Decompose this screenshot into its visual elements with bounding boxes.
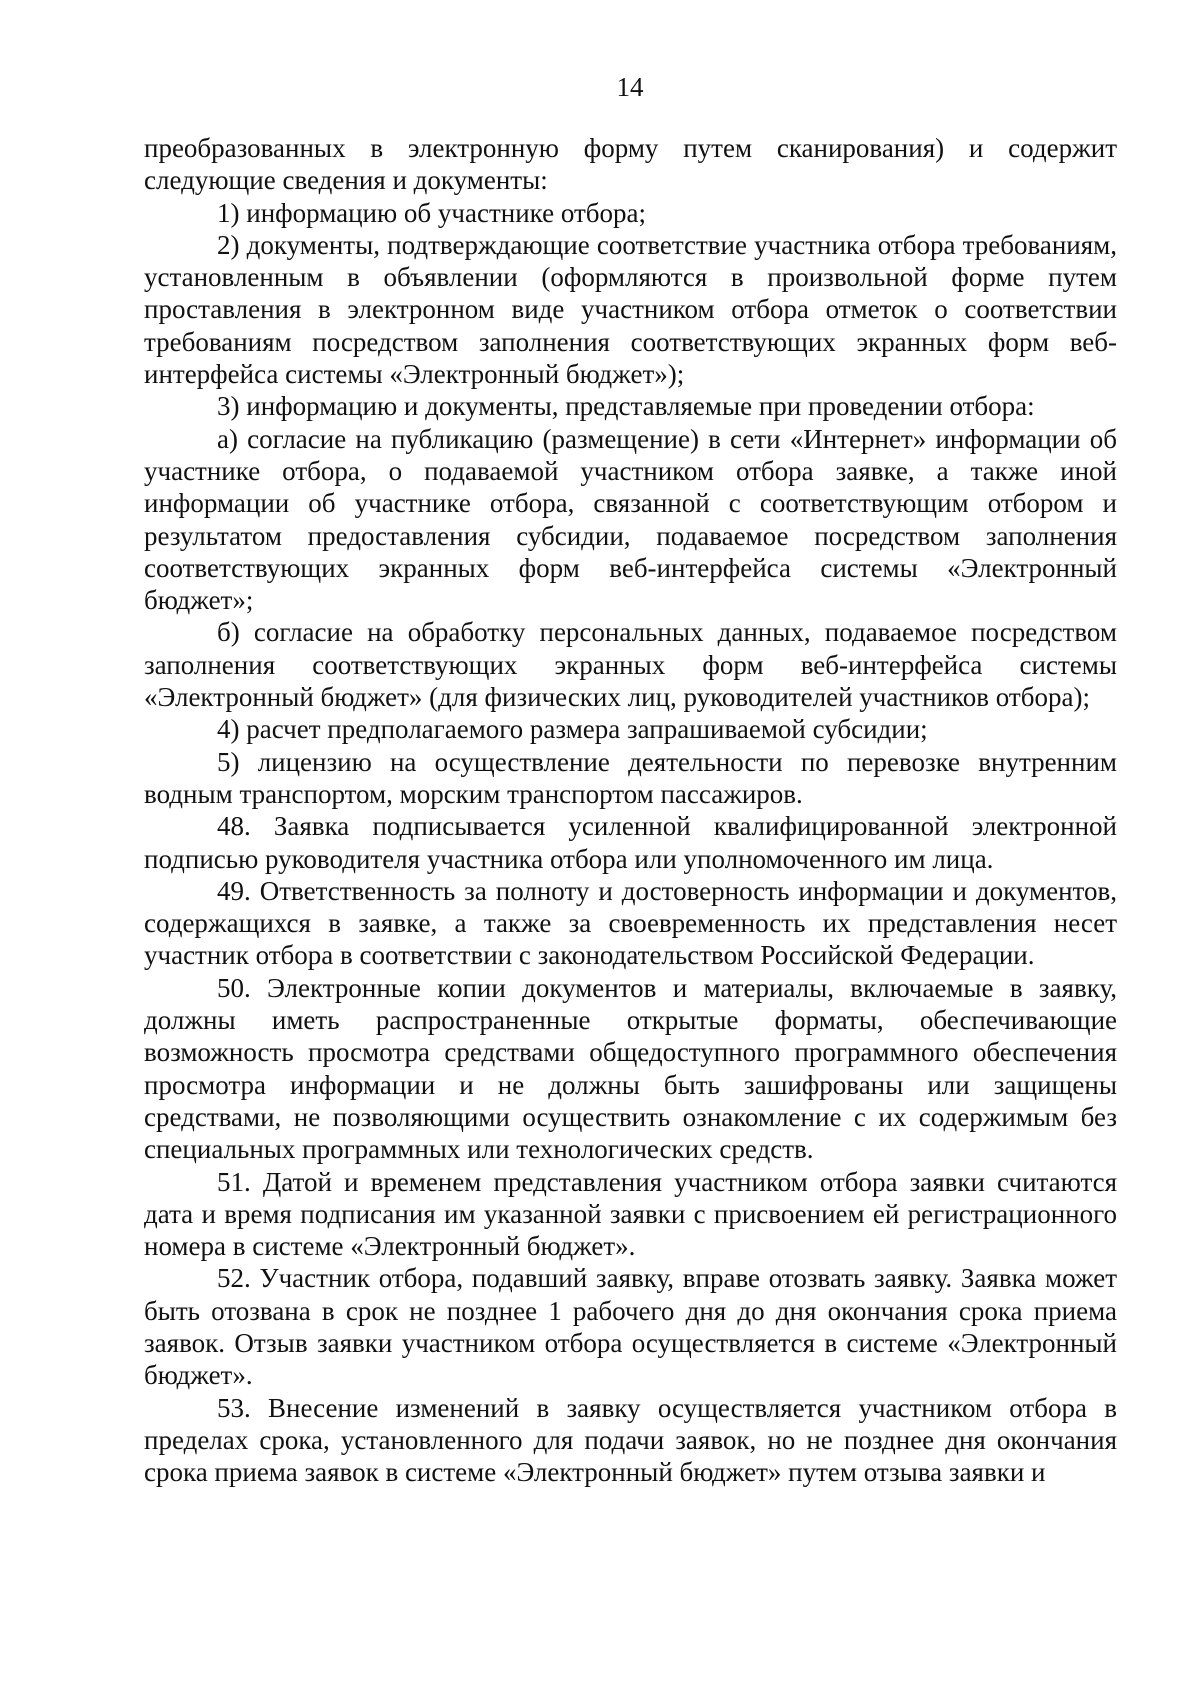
paragraph-subitem-b: б) согласие на обработку персональных данных, подаваемое посредством заполнения соответствующих экранных форм веб-интерфейса системы «Электронный бюджет» (для физических лиц, руководителей участников отбора);: [144, 617, 1117, 713]
paragraph-continuation: преобразованных в электронную форму путем сканирования) и содержит следующие сведения и документы:: [144, 133, 1117, 196]
paragraph-52: 52. Участник отбора, подавший заявку, вправе отозвать заявку. Заявка может быть отозвана в срок не позднее 1 рабочего дня до дня окончания срока приема заявок. Отзыв заявки участником отбора осуществляется в системе «Электронный бюджет».: [144, 1263, 1117, 1391]
paragraph-48: 48. Заявка подписывается усиленной квалифицированной электронной подписью руководителя участника отбора или уполномоченного им лица.: [144, 811, 1117, 874]
document-body: [144, 132, 1117, 1488]
paragraph-item-2: 2) документы, подтверждающие соответствие участника отбора требованиям, установленным в объявлении (оформляются в произвольной форме путем проставления в электронном виде участником отбора отметок о соответствии требованиям посредством заполнения соответствующих экранных форм веб-интерфейса системы «Электронный бюджет»);: [144, 229, 1117, 390]
page-number: 14: [616, 72, 644, 102]
paragraph-51: 51. Датой и временем представления участником отбора заявки считаются дата и время подписания им указанной заявки с присвоением ей регистрационного номера в системе «Электронный бюджет».: [144, 1166, 1117, 1262]
paragraph-50: 50. Электронные копии документов и материалы, включаемые в заявку, должны иметь распространенные открытые форматы, обеспечивающие возможность просмотра средствами общедоступного программного обеспечения просмотра информации и не должны быть зашифрованы или защищены средствами, не позволяющими осуществить ознакомление с их содержимым без специальных программных или технологических средств.: [144, 972, 1117, 1165]
paragraph-subitem-a: а) согласие на публикацию (размещение) в сети «Интернет» информации об участнике отбора, о подаваемой участником отбора заявке, а также иной информации об участнике отбора, связанной с соответствующим отбором и результатом предоставления субсидии, подаваемое посредством заполнения соответствующих экранных форм веб-интерфейса системы «Электронный бюджет»;: [144, 423, 1117, 616]
paragraph-item-1: 1) информацию об участнике отбора;: [217, 197, 647, 228]
paragraph-item-4: 4) расчет предполагаемого размера запрашиваемой субсидии;: [217, 714, 928, 745]
paragraph-49: 49. Ответственность за полноту и достоверность информации и документов, содержащихся в заявке, а также за своевременность их представления несет участник отбора в соответствии с законодательством Российской Федерации.: [144, 875, 1117, 971]
paragraph-item-5: 5) лицензию на осуществление деятельности по перевозке внутренним водным транспортом, морским транспортом пассажиров.: [144, 746, 1117, 809]
paragraph-53: 53. Внесение изменений в заявку осуществляется участником отбора в пределах срока, установленного для подачи заявок, но не позднее дня окончания срока приема заявок в системе «Электронный бюджет» путем отзыва заявки и: [144, 1392, 1117, 1488]
paragraph-item-3: 3) информацию и документы, представляемые при проведении отбора:: [217, 391, 1035, 422]
